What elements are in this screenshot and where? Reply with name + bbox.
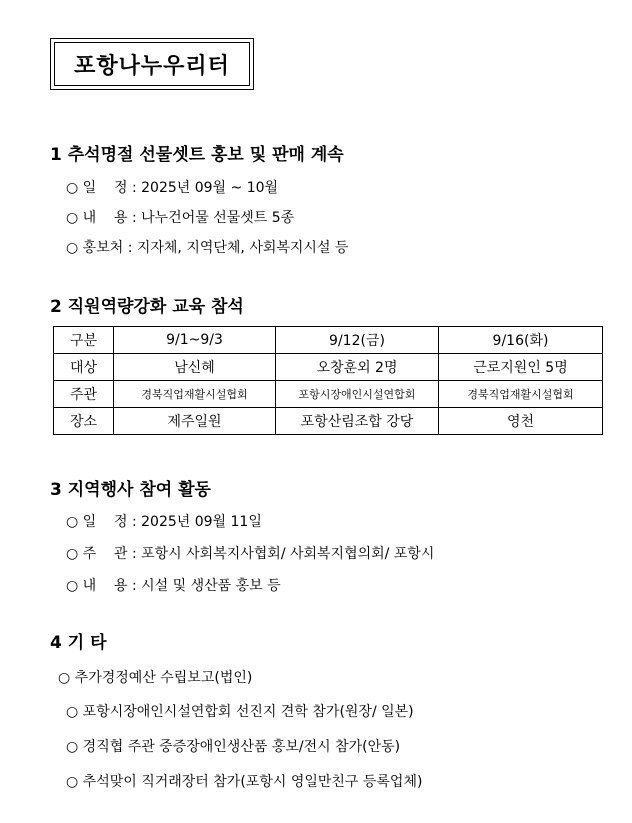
page-title: 포항나누우리터 <box>54 42 250 86</box>
table-header-row <box>54 327 603 354</box>
title-box <box>50 38 254 90</box>
education-table <box>53 326 603 435</box>
table-cell: 근로지원인 5명 <box>439 354 603 381</box>
section-1-item: ○ 일 정 : 2025년 09월 ~ 10월 <box>66 180 279 196</box>
table-cell: 제주일원 <box>114 408 276 435</box>
table-header-cell: 9/16(화) <box>439 327 603 354</box>
table-cell: 포항산림조합 강당 <box>276 408 439 435</box>
table-cell: 포항시장애인시설연합회 <box>276 381 439 408</box>
section-4-item: ○ 추가경정예산 수립보고(법인) <box>58 670 253 686</box>
table-cell: 경북직업재활시설협회 <box>114 381 276 408</box>
section-4-item: ○ 경직협 주관 중증장애인생산품 홍보/전시 참가(안동) <box>66 739 401 755</box>
section-1-item: ○ 내 용 : 나누건어물 선물셋트 5종 <box>66 210 295 226</box>
table-row-label: 대상 <box>54 354 114 381</box>
section-4-item: ○ 추석맞이 직거래장터 참가(포항시 영일만친구 등록업체) <box>66 774 423 790</box>
section-3-heading: 3 지역행사 참여 활동 <box>50 480 211 500</box>
section-2-heading: 2 직원역량강화 교육 참석 <box>50 297 244 317</box>
section-3-item: ○ 일 정 : 2025년 09월 11일 <box>66 514 262 530</box>
table-cell: 영천 <box>439 408 603 435</box>
table-header-cell: 9/12(금) <box>276 327 439 354</box>
section-3-item: ○ 주 관 : 포항시 사회복지사협회/ 사회복지협의회/ 포항시 <box>66 546 435 562</box>
table-cell: 오창훈외 2명 <box>276 354 439 381</box>
section-4-heading: 4 기 타 <box>50 633 107 653</box>
table-cell: 경북직업재활시설협회 <box>439 381 603 408</box>
section-3-item: ○ 내 용 : 시설 및 생산품 홍보 등 <box>66 578 281 594</box>
section-4-item: ○ 포항시장애인시설연합회 선진지 견학 참가(원장/ 일본) <box>66 704 414 720</box>
table-header-cell: 9/1~9/3 <box>114 327 276 354</box>
table-cell: 남신혜 <box>114 354 276 381</box>
table-row <box>54 381 603 408</box>
table-header-cell: 구분 <box>54 327 114 354</box>
table-row <box>54 354 603 381</box>
table-row-label: 주관 <box>54 381 114 408</box>
section-1-item: ○ 홍보처 : 지자체, 지역단체, 사회복지시설 등 <box>66 240 349 256</box>
table-row <box>54 408 603 435</box>
section-1-heading: 1 추석명절 선물셋트 홍보 및 판매 계속 <box>50 145 344 165</box>
table-row-label: 장소 <box>54 408 114 435</box>
